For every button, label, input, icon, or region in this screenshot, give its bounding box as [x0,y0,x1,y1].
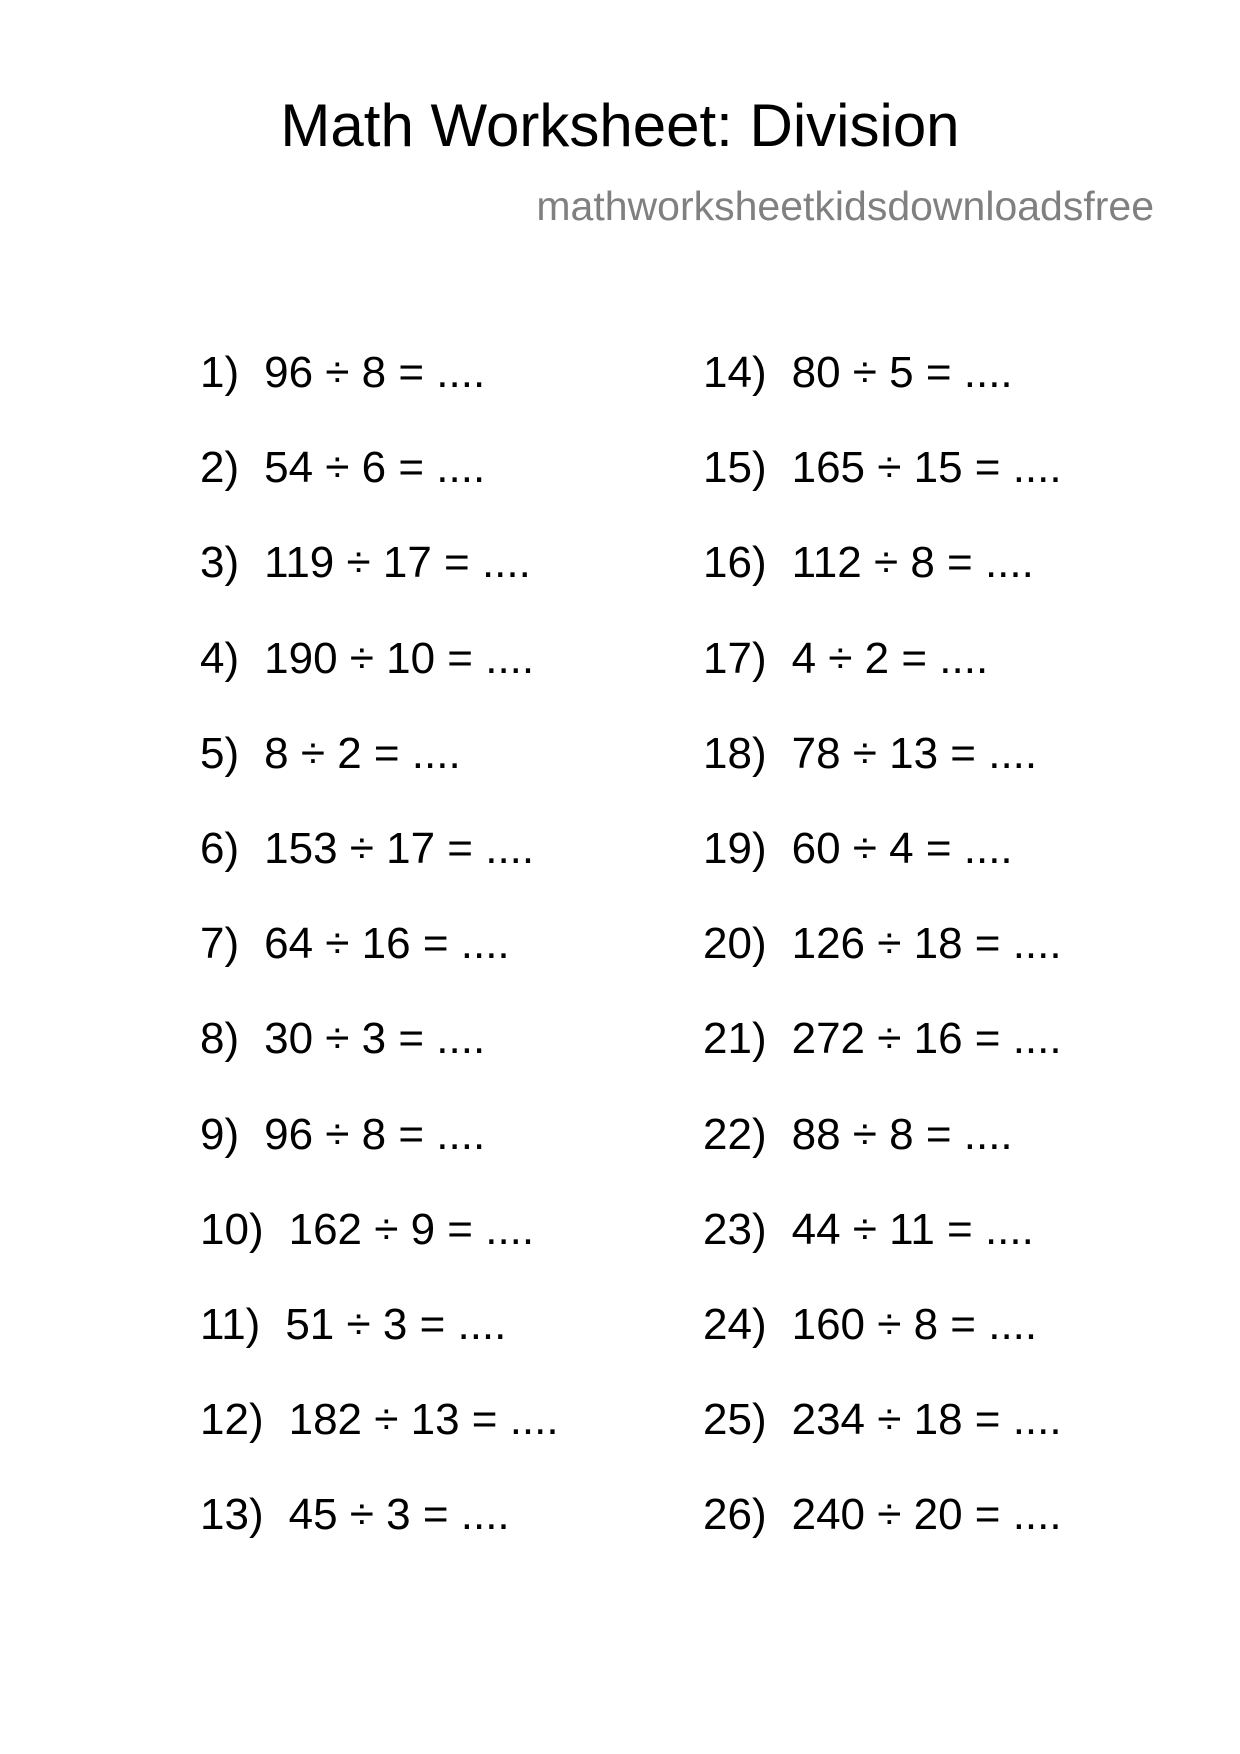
problem-number: 24) [703,1299,767,1349]
problem-expression: 119 ÷ 17 = .... [264,538,531,588]
worksheet-title: Math Worksheet: Division [280,92,960,159]
problem-number: 1) [200,348,240,397]
problem-19 [703,823,1062,922]
problem-12 [200,1395,559,1493]
problem-number: 10) [200,1204,264,1254]
problem-expression: 8 ÷ 2 = .... [264,728,461,778]
problem-14 [703,348,1062,446]
problem-number: 20) [703,919,767,969]
problem-number: 9) [200,1109,240,1159]
problem-1 [200,348,559,446]
problem-15 [703,443,1062,541]
problem-6 [200,823,559,922]
problem-number: 11) [200,1299,261,1349]
problem-number: 5) [200,728,240,778]
problem-expression: 126 ÷ 18 = .... [791,919,1062,969]
problem-26 [703,1490,1062,1588]
problem-expression: 4 ÷ 2 = .... [791,633,989,683]
problem-22 [703,1109,1062,1208]
problem-expression: 80 ÷ 5 = .... [791,348,1013,397]
problem-8 [200,1014,559,1112]
problem-number: 6) [200,823,240,873]
problem-24 [703,1299,1062,1398]
problem-13 [200,1490,559,1588]
problem-expression: 78 ÷ 13 = .... [791,728,1038,778]
problem-expression: 96 ÷ 8 = .... [264,1109,486,1159]
problem-expression: 60 ÷ 4 = .... [791,823,1013,873]
problem-4 [200,633,559,732]
problem-number: 25) [703,1395,767,1445]
problem-25 [703,1395,1062,1493]
problem-number: 7) [200,919,240,969]
problem-expression: 240 ÷ 20 = .... [791,1490,1062,1540]
problem-number: 15) [703,443,767,493]
problem-number: 12) [200,1395,264,1445]
problem-number: 19) [703,823,767,873]
problem-9 [200,1109,559,1208]
problems-column-left [200,348,559,1588]
problem-7 [200,919,559,1017]
problem-expression: 30 ÷ 3 = .... [264,1014,486,1064]
problem-number: 2) [200,443,240,493]
problem-expression: 44 ÷ 11 = .... [791,1204,1034,1254]
problem-number: 3) [200,538,240,588]
problem-17 [703,633,1062,732]
problem-21 [703,1014,1062,1112]
problem-number: 23) [703,1204,767,1254]
problem-23 [703,1204,1062,1303]
worksheet-source: mathworksheetkidsdownloadsfree [536,183,1154,229]
problem-expression: 88 ÷ 8 = .... [791,1109,1013,1159]
problem-11 [200,1299,559,1398]
problem-number: 4) [200,633,240,683]
problem-18 [703,728,1062,827]
problem-number: 26) [703,1490,767,1540]
problem-number: 18) [703,728,767,778]
problem-number: 17) [703,633,767,683]
problem-3 [200,538,559,636]
problem-16 [703,538,1062,636]
problem-expression: 272 ÷ 16 = .... [791,1014,1062,1064]
problem-expression: 45 ÷ 3 = .... [288,1490,510,1540]
problem-expression: 112 ÷ 8 = .... [791,538,1034,588]
problem-expression: 182 ÷ 13 = .... [288,1395,559,1445]
problem-number: 22) [703,1109,767,1159]
problem-expression: 162 ÷ 9 = .... [288,1204,535,1254]
problem-number: 21) [703,1014,767,1064]
problem-5 [200,728,559,827]
problem-expression: 190 ÷ 10 = .... [264,633,535,683]
problem-number: 8) [200,1014,240,1064]
problem-expression: 64 ÷ 16 = .... [264,919,510,969]
problem-number: 13) [200,1490,264,1540]
problem-number: 14) [703,348,767,397]
problem-expression: 234 ÷ 18 = .... [791,1395,1062,1445]
problem-10 [200,1204,559,1303]
problem-2 [200,443,559,541]
problem-expression: 165 ÷ 15 = .... [791,443,1062,493]
problem-expression: 160 ÷ 8 = .... [791,1299,1038,1349]
problems-column-right [703,348,1062,1588]
problem-expression: 153 ÷ 17 = .... [264,823,535,873]
problem-expression: 54 ÷ 6 = .... [264,443,486,493]
problem-20 [703,919,1062,1017]
problem-number: 16) [703,538,767,588]
problem-expression: 96 ÷ 8 = .... [264,348,486,397]
problem-expression: 51 ÷ 3 = .... [285,1299,507,1349]
